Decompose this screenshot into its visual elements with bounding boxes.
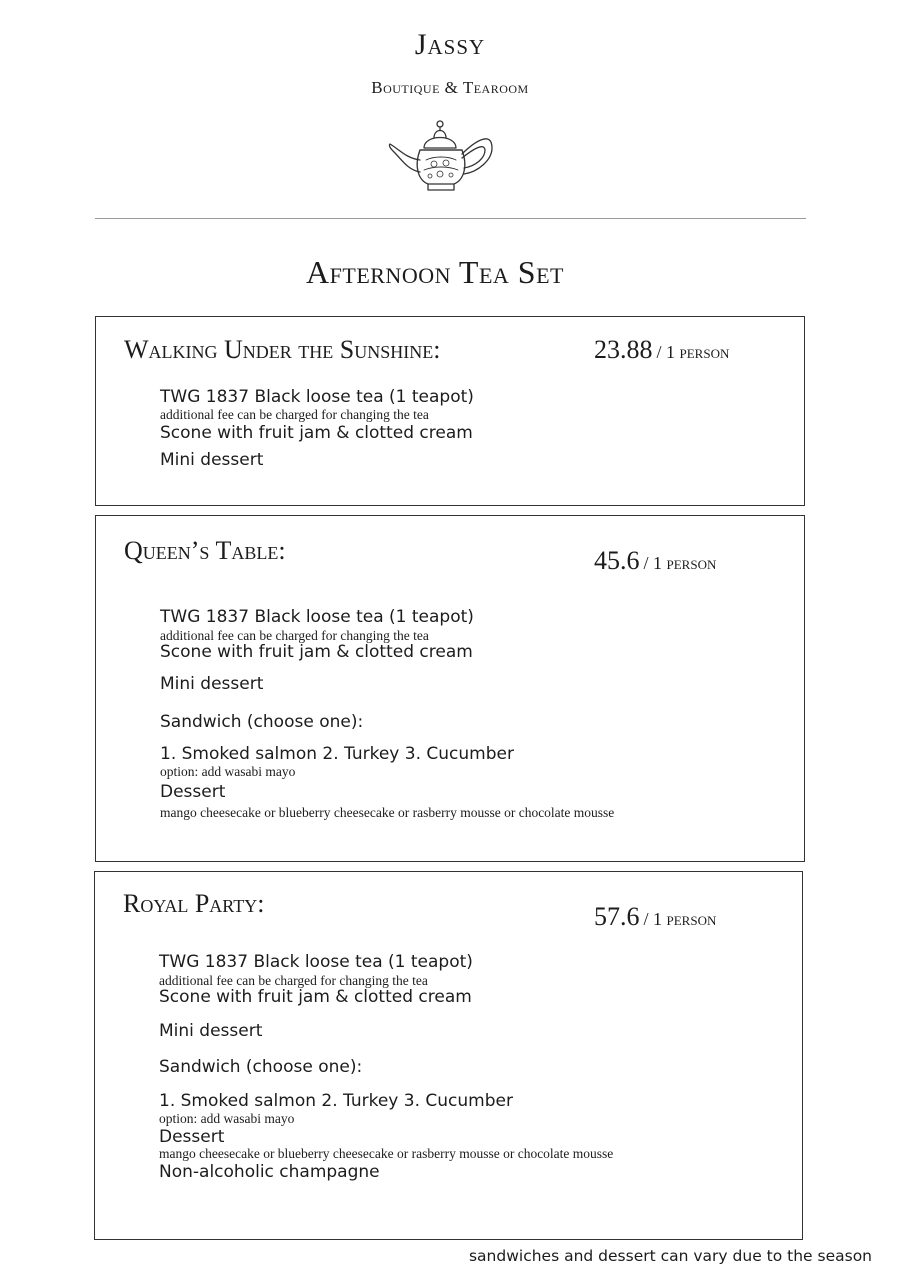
menu-item: Scone with fruit jam & clotted cream bbox=[160, 642, 473, 662]
set-price bbox=[594, 902, 716, 932]
menu-item: Non-alcoholic champagne bbox=[159, 1162, 380, 1182]
menu-item: Mini dessert bbox=[160, 674, 264, 694]
menu-note: option: add wasabi mayo bbox=[159, 1111, 295, 1126]
menu-item: Dessert bbox=[159, 1127, 225, 1147]
price-unit: / 1 person bbox=[656, 342, 730, 362]
menu-item: Dessert bbox=[160, 782, 226, 802]
menu-note: option: add wasabi mayo bbox=[160, 764, 296, 779]
menu-item: Scone with fruit jam & clotted cream bbox=[160, 423, 473, 443]
price-unit: / 1 person bbox=[643, 553, 717, 573]
header-divider bbox=[95, 218, 806, 219]
teapot-icon bbox=[384, 114, 496, 196]
menu-item: Sandwich (choose one): bbox=[159, 1057, 363, 1077]
set-card-walking-under-the-sunshine bbox=[95, 316, 805, 506]
brand-subtitle: Boutique & Tearoom bbox=[371, 78, 529, 97]
menu-item: TWG 1837 Black loose tea (1 teapot) bbox=[159, 952, 473, 972]
price-amount: 57.6 bbox=[594, 902, 640, 931]
menu-note: additional fee can be charged for changing the tea bbox=[160, 628, 429, 643]
price-amount: 45.6 bbox=[594, 546, 640, 575]
set-name: Walking Under the Sunshine: bbox=[124, 335, 441, 364]
set-name: Queen’s Table: bbox=[124, 536, 286, 565]
menu-item: Scone with fruit jam & clotted cream bbox=[159, 987, 472, 1007]
set-price bbox=[594, 546, 716, 576]
set-name: Royal Party: bbox=[123, 889, 265, 918]
page-title: Afternoon Tea Set bbox=[306, 254, 564, 290]
menu-note: additional fee can be charged for changing the tea bbox=[160, 407, 429, 422]
menu-note: mango cheesecake or blueberry cheesecake or rasberry mousse or chocolate mousse bbox=[160, 805, 615, 820]
menu-item: Sandwich (choose one): bbox=[160, 712, 364, 732]
menu-item: TWG 1837 Black loose tea (1 teapot) bbox=[160, 607, 474, 627]
set-price bbox=[594, 335, 729, 365]
price-unit: / 1 person bbox=[643, 909, 717, 929]
menu-item: Mini dessert bbox=[159, 1021, 263, 1041]
menu-item: TWG 1837 Black loose tea (1 teapot) bbox=[160, 387, 474, 407]
menu-item: Mini dessert bbox=[160, 450, 264, 470]
menu-item: 1. Smoked salmon 2. Turkey 3. Cucumber bbox=[160, 744, 514, 764]
set-card-queens-table bbox=[95, 515, 805, 862]
set-card-royal-party bbox=[94, 871, 803, 1240]
footer-note: sandwiches and dessert can vary due to the season bbox=[468, 1247, 872, 1265]
menu-note: additional fee can be charged for changing the tea bbox=[159, 973, 428, 988]
menu-item: 1. Smoked salmon 2. Turkey 3. Cucumber bbox=[159, 1091, 513, 1111]
price-amount: 23.88 bbox=[594, 335, 653, 364]
brand-name: Jassy bbox=[414, 28, 486, 61]
menu-note: mango cheesecake or blueberry cheesecake or rasberry mousse or chocolate mousse bbox=[159, 1146, 614, 1161]
